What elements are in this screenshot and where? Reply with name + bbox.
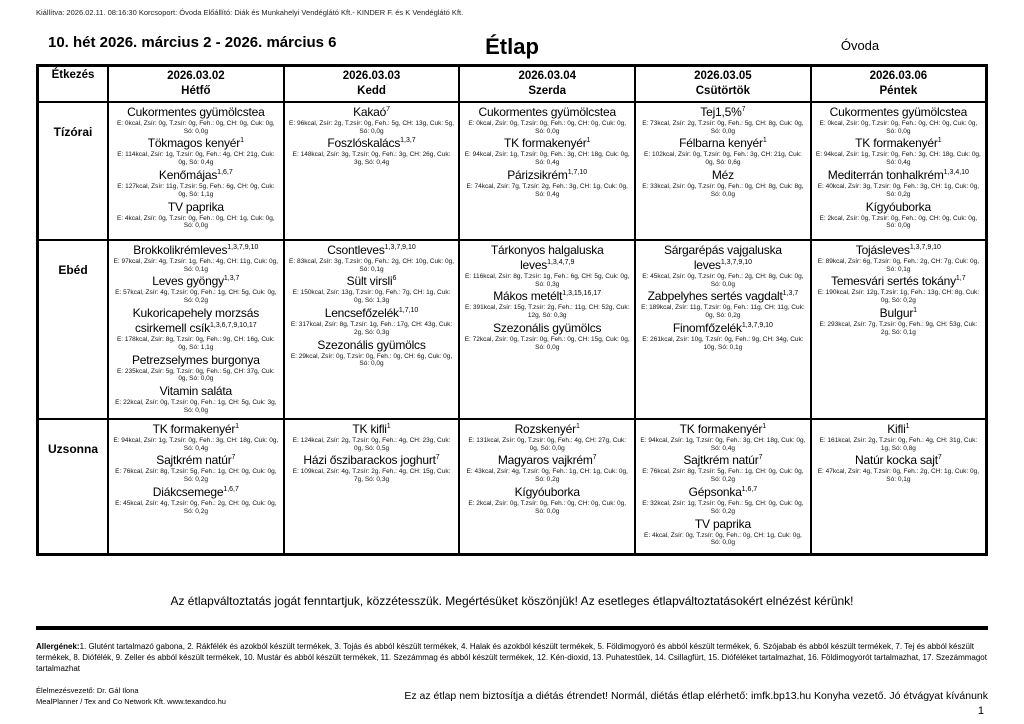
- menu-item-name: Csontleves$^{1,3,7,9,10}$: [327, 242, 416, 257]
- menu-item-nutrition: E: 89kcal, Zsír: 6g, T.zsír: 0g, Feh.: 2g, CH: 7g, Cuk: 0g, Só: 0,1g: [817, 257, 980, 273]
- menu-item: [112, 200, 280, 231]
- menu-item: [288, 105, 456, 136]
- menu-item-nutrition: E: 40kcal, Zsír: 3g, T.zsír: 0g, Feh.: 3g, CH: 1g, Cuk: 0g, Só: 0,2g: [817, 183, 980, 198]
- menu-item-name: Mediterrán tonhalkrém$^{1,3,4,10}$: [827, 168, 969, 183]
- menu-item-name: Sárgarépás vajgaluska leves$^{1,3,7,9,10}$: [663, 242, 782, 272]
- menu-item-name: Tárkonyos halgaluska leves$^{1,3,4,7,9}$: [490, 242, 604, 272]
- menu-item: [112, 243, 280, 274]
- menu-item-nutrition: E: 73kcal, Zsír: 2g, T.zsír: 0g, Feh.: 5g, CH: 8g, Cuk: 0g, Só: 0,0g: [642, 119, 804, 135]
- allergen-superscript: 7: [231, 454, 236, 462]
- table-header-row: [38, 66, 987, 102]
- menu-change-notice: Az étlapváltoztatás jogát fenntartjuk, közzétesszük. Megértésüket köszönjük! Az esetleges étlapváltoztatásokért elnézést kérünk!: [170, 594, 854, 608]
- menu-item-nutrition: E: 94kcal, Zsír: 1g, T.zsír: 0g, Feh.: 3g, CH: 18g, Cuk: 0g, Só: 0,4g: [113, 436, 279, 452]
- menu-item: [639, 453, 807, 484]
- column-day: Péntek: [879, 84, 918, 97]
- menu-item-nutrition: E: 32kcal, Zsír: 1g, T.zsír: 0g, Feh.: 5g, CH: 0g, Cuk: 0g, Só: 0,2g: [642, 500, 804, 515]
- menu-item-nutrition: E: 317kcal, Zsír: 8g, T.zsír: 1g, Feh.: 17g, CH: 43g, Cuk: 2g, Só: 0,3g: [290, 321, 453, 336]
- menu-item-name: Félbarna kenyér$^1$: [679, 136, 767, 151]
- menu-item: [639, 289, 807, 320]
- menu-item-nutrition: E: 33kcal, Zsír: 0g, T.zsír: 0g, Feh.: 0g, CH: 8g, Cuk: 8g, Só: 0,0g: [642, 183, 804, 198]
- menu-item-name: Foszlóskalács$^{1,3,7}$: [327, 136, 416, 151]
- allergen-superscript: 7: [937, 454, 942, 462]
- age-group-label: Óvoda: [840, 38, 880, 53]
- menu-item-name: Zabpelyhes sertés vagdalt$^{1,3,7}$: [647, 289, 799, 304]
- menu-item-name: TK kifli$^1$: [352, 421, 391, 436]
- menu-item-nutrition: E: 0kcal, Zsír: 0g, T.zsír: 0g, Feh.: 0g, CH: 0g, Cuk: 0g, Só: 0,0g: [468, 119, 627, 135]
- menu-item-nutrition: E: 178kcal, Zsír: 8g, T.zsír: 0g, Feh.: 9g, CH: 16g, Cuk: 0g, Só: 1,1g: [116, 336, 275, 351]
- menu-item-name: Kígyóuborka: [865, 199, 931, 214]
- menu-item-nutrition: E: 102kcal, Zsír: 0g, T.zsír: 0g, Feh.: 3g, CH: 21g, Cuk: 0g, Só: 0,6g: [644, 151, 802, 167]
- menu-item-name: Párizsikrém$^{1,7,10}$: [507, 168, 588, 183]
- allergen-superscript: 7: [741, 105, 746, 113]
- allergen-superscript: 1,7,10: [567, 169, 588, 177]
- diet-disclaimer: Ez az étlap nem biztosítja a diétás étrendet! Normál, diétás étlap elérhető: imfk.bp13.hu Konyha vezető. Jó étvágyat kívánunk: [404, 690, 988, 702]
- menu-item-name: Bulgur$^1$: [879, 306, 918, 321]
- menu-item-name: Cukormentes gyümölcstea: [829, 104, 968, 119]
- menu-item-name: Cukormentes gyümölcstea: [478, 104, 616, 119]
- menu-item-nutrition: E: 131kcal, Zsír: 0g, T.zsír: 0g, Feh.: 4g, CH: 27g, Cuk: 0g, Só: 0,0g: [468, 436, 627, 452]
- menu-item-name: Vitamin saláta: [159, 384, 233, 399]
- menu-item-name: TK formakenyér$^1$: [503, 136, 591, 151]
- menu-item-nutrition: E: 97kcal, Zsír: 4g, T.zsír: 1g, Feh.: 4g, CH: 11g, Cuk: 0g, Só: 0,1g: [113, 257, 279, 273]
- menu-cell: [108, 419, 284, 555]
- menu-item-name: Sajtkrém natúr$^7$: [683, 453, 763, 468]
- menu-item-nutrition: E: 293kcal, Zsír: 7g, T.zsír: 0g, Feh.: 9g, CH: 53g, Cuk: 2g, Só: 0,1g: [819, 321, 978, 336]
- allergen-superscript: 1,3,7: [223, 275, 240, 283]
- menu-item: [288, 136, 456, 167]
- allergen-superscript: 1: [240, 137, 244, 145]
- menu-item: [288, 243, 456, 274]
- menu-item-nutrition: E: 47kcal, Zsír: 4g, T.zsír: 0g, Feh.: 2g, CH: 1g, Cuk: 0g, Só: 0,1g: [817, 468, 980, 484]
- allergen-superscript: 1,3,7,9,10: [384, 243, 416, 251]
- column-date: 2026.03.03: [342, 70, 401, 82]
- menu-item-nutrition: E: 76kcal, Zsír: 8g, T.zsír: 5g, Feh.: 1g, CH: 0g, Cuk: 0g, Só: 0,2g: [642, 468, 804, 484]
- software-credit-line: MealPlanner / Tex and Co Network Kft. www.texandco.hu: [36, 696, 226, 706]
- menu-item: [639, 517, 807, 548]
- corner-header: Étkezés: [38, 66, 109, 102]
- menu-item: [112, 485, 280, 516]
- menu-item-nutrition: E: 45kcal, Zsír: 0g, T.zsír: 0g, Feh.: 2g, CH: 8g, Cuk: 0g, Só: 0,0g: [642, 272, 804, 288]
- allergen-superscript: 1: [937, 137, 942, 145]
- column-date: 2026.03.02: [167, 70, 225, 82]
- allergen-superscript: 1,7: [955, 275, 966, 283]
- meal-row-tizorai: [38, 102, 987, 240]
- menu-item-nutrition: E: 94kcal, Zsír: 1g, T.zsír: 0g, Feh.: 3g, CH: 18g, Cuk: 0g, Só: 0,4g: [640, 436, 806, 452]
- menu-item-name: Tojásleves$^{1,3,7,9,10}$: [855, 242, 941, 257]
- allergen-superscript: 1: [913, 307, 918, 315]
- menu-item: [288, 338, 456, 369]
- menu-item: [463, 321, 631, 352]
- menu-item: [639, 168, 807, 199]
- menu-item-name: Leves gyöngy$^{1,3,7}$: [152, 274, 240, 289]
- allergen-superscript: 1,3,7,9,10: [720, 258, 752, 266]
- allergen-superscript: 1,6,7: [223, 486, 239, 494]
- menu-item: [463, 422, 631, 453]
- menu-item-nutrition: E: 76kcal, Zsír: 8g, T.zsír: 5g, Feh.: 1g, CH: 0g, Cuk: 0g, Só: 0,2g: [115, 468, 277, 484]
- allergen-superscript: 1,6,7: [217, 169, 233, 177]
- menu-item-nutrition: E: 83kcal, Zsír: 3g, T.zsír: 0g, Feh.: 2g, CH: 10g, Cuk: 0g, Só: 0,1g: [289, 257, 455, 273]
- allergen-superscript: 1: [575, 422, 580, 430]
- column-header-thursday: [635, 66, 811, 102]
- food-manager-line: Élelmezésvezető: Dr. Gál Ilona: [36, 686, 139, 695]
- menu-item: [112, 353, 280, 384]
- menu-item-name: TK formakenyér$^1$: [855, 136, 942, 151]
- menu-item: [112, 453, 280, 484]
- allergens-list: [36, 642, 988, 674]
- allergen-superscript: 1,3,7: [400, 137, 416, 145]
- allergen-superscript: 1: [905, 422, 910, 430]
- menu-item: [639, 105, 807, 136]
- menu-item: [463, 168, 631, 199]
- menu-item-name: Szezonális gyümölcs: [493, 321, 602, 336]
- allergen-superscript: 7: [592, 454, 597, 462]
- menu-item-nutrition: E: 0kcal, Zsír: 0g, T.zsír: 0g, Feh.: 0g, CH: 0g, Cuk: 0g, Só: 0,0g: [819, 119, 978, 135]
- week-title: 10. hét 2026. március 2 - 2026. március 6: [48, 34, 337, 51]
- menu-item-name: TK formakenyér$^1$: [679, 421, 767, 436]
- menu-item-name: Kifli$^1$: [887, 421, 910, 436]
- menu-item-nutrition: E: 94kcal, Zsír: 1g, T.zsír: 0g, Feh.: 3g, CH: 18g, Cuk: 0g, Só: 0,4g: [464, 151, 630, 167]
- menu-item: [112, 105, 280, 136]
- menu-item-nutrition: E: 391kcal, Zsír: 15g, T.zsír: 2g, Feh.: 11g, CH: 52g, Cuk: 12g, Só: 0,3g: [464, 304, 630, 320]
- column-date: 2026.03.05: [694, 70, 752, 82]
- column-day: Kedd: [357, 84, 386, 97]
- allergen-superscript: 1,3,15,16,17: [562, 290, 602, 298]
- column-header-monday: [108, 66, 284, 102]
- menu-item: [815, 136, 982, 167]
- section-divider: [36, 626, 988, 630]
- menu-item-nutrition: E: 0kcal, Zsír: 0g, T.zsír: 0g, Feh.: 0g, CH: 0g, Cuk: 0g, Só: 0,0g: [116, 119, 275, 135]
- menu-item: [112, 306, 280, 352]
- menu-item-nutrition: E: 127kcal, Zsír: 11g, T.zsír: 5g, Feh.: 6g, CH: 0g, Cuk: 0g, Só: 1,1g: [117, 183, 275, 198]
- menu-item: [815, 306, 982, 337]
- menu-item-nutrition: E: 109kcal, Zsír: 4g, T.zsír: 2g, Feh.: 4g, CH: 15g, Cuk: 7g, Só: 0,3g: [292, 468, 451, 484]
- allergen-superscript: 7: [386, 105, 390, 113]
- menu-item: [815, 243, 982, 274]
- menu-cell: [459, 240, 635, 419]
- menu-item: [288, 274, 456, 305]
- menu-item: [288, 306, 456, 337]
- menu-item-name: Szezonális gyümölcs: [317, 337, 426, 352]
- menu-item-name: Lencsefőzelék$^{1,7,10}$: [324, 306, 419, 321]
- menu-item-nutrition: E: 96kcal, Zsír: 2g, T.zsír: 0g, Feh.: 5g, CH: 13g, Cuk: 5g, Só: 0,0g: [289, 119, 455, 135]
- menu-item-name: Magyaros vajkrém$^7$: [497, 453, 597, 468]
- menu-item: [639, 422, 807, 453]
- page-title: Étlap: [485, 34, 539, 59]
- menu-item-name: Diákcsemege$^{1,6,7}$: [152, 485, 239, 500]
- menu-item-name: TV paprika: [167, 199, 224, 214]
- allergen-superscript: 1,3,7,9,10: [909, 243, 941, 251]
- column-header-wednesday: [459, 66, 635, 102]
- menu-item: [639, 321, 807, 352]
- menu-item-name: Kígyóuborka: [514, 485, 580, 500]
- allergen-superscript: 1,3,7,9,10: [227, 243, 259, 251]
- menu-cell: [811, 240, 987, 419]
- menu-item: [463, 243, 631, 289]
- menu-item: [815, 422, 982, 453]
- meal-row-label: Uzsonna: [38, 419, 109, 555]
- menu-item-nutrition: E: 261kcal, Zsír: 10g, T.zsír: 0g, Feh.: 9g, CH: 34g, Cuk: 10g, Só: 0,1g: [642, 336, 804, 351]
- column-day: Szerda: [528, 84, 567, 97]
- menu-cell: [108, 240, 284, 419]
- allergen-superscript: 7: [435, 454, 440, 462]
- column-date: 2026.03.06: [869, 70, 928, 82]
- menu-item-name: Gépsonka$^{1,6,7}$: [688, 485, 758, 500]
- menu-item: [463, 105, 631, 136]
- menu-cell: [459, 102, 635, 240]
- menu-item-nutrition: E: 189kcal, Zsír: 11g, T.zsír: 0g, Feh.: 11g, CH: 11g, Cuk: 0g, Só: 0,2g: [641, 304, 805, 320]
- page-number: 1: [977, 705, 984, 717]
- menu-item-name: Kakaó$^7$: [353, 104, 390, 119]
- menu-item: [463, 453, 631, 484]
- menu-cell: [284, 240, 460, 419]
- meal-row-label: Tízórai: [38, 102, 109, 240]
- menu-item-nutrition: E: 116kcal, Zsír: 8g, T.zsír: 1g, Feh.: 6g, CH: 5g, Cuk: 0g, Só: 0,3g: [464, 272, 630, 288]
- menu-cell: [108, 102, 284, 240]
- menu-item-name: Cukormentes gyümölcstea: [127, 104, 265, 119]
- meal-row-label: Ebéd: [38, 240, 109, 419]
- menu-item: [112, 136, 280, 167]
- menu-item-nutrition: E: 2kcal, Zsír: 0g, T.zsír: 0g, Feh.: 0g, CH: 0g, Cuk: 0g, Só: 0,0g: [819, 214, 978, 230]
- menu-item-name: Tej1,5%$^7$: [700, 104, 746, 119]
- menu-item-nutrition: E: 2kcal, Zsír: 0g, T.zsír: 0g, Feh.: 0g, CH: 0g, Cuk: 0g, Só: 0,0g: [468, 500, 627, 515]
- allergen-superscript: 1: [235, 422, 240, 430]
- menu-item: [639, 485, 807, 516]
- menu-cell: [284, 419, 460, 555]
- footer-provider-info: [36, 686, 226, 708]
- menu-item-nutrition: E: 235kcal, Zsír: 5g, T.zsír: 0g, Feh.: 5g, CH: 37g, Cuk: 0g, Só: 0,0g: [116, 367, 275, 383]
- menu-item-name: Tökmagos kenyér$^1$: [147, 136, 244, 151]
- menu-item: [463, 289, 631, 320]
- menu-item-name: Natúr kocka sajt$^7$: [855, 453, 942, 468]
- menu-item-nutrition: E: 74kcal, Zsír: 7g, T.zsír: 2g, Feh.: 3g, CH: 1g, Cuk: 0g, Só: 0,4g: [466, 183, 628, 198]
- menu-item-nutrition: E: 4kcal, Zsír: 0g, T.zsír: 0g, Feh.: 0g, CH: 1g, Cuk: 0g, Só: 0,0g: [644, 531, 802, 547]
- menu-item-name: Finomfőzelék$^{1,3,7,9,10}$: [672, 321, 773, 336]
- column-day: Hétfő: [181, 84, 211, 97]
- menu-item-name: Mákos metélt$^{1,3,15,16,17}$: [493, 289, 602, 304]
- menu-item-name: TV paprika: [694, 516, 751, 531]
- column-day: Csütörtök: [695, 84, 751, 97]
- menu-cell: [635, 102, 811, 240]
- allergens-text: 1. Glutént tartalmazó gabona, 2. Rákfélék és azokból készült termékek, 3. Tojás és abból készült termékek, 4. Halak és azokból készült termékek, 5. Földimogyoró és abból készült termékek, 6. Szójabab és abból készült termékek, 7. Tej és abból készült termékek, 8. Diófélék, 9. Zeller és abból készült termékek, 10. Mustár és abból készült termékek, 11. Szezámmag és abból készült termékek, 12. Kén-dioxid, 13. Puhatestűek, 14. Csillagfürt, 15. Dióféléket tartalmazhat, 16. Földimogyorót tartalmazhat, 17. Szezámmagot tartalmazhat: [36, 642, 987, 673]
- menu-item-nutrition: E: 29kcal, Zsír: 0g, T.zsír: 0g, Feh.: 0g, CH: 6g, Cuk: 0g, Só: 0,0g: [290, 352, 453, 368]
- menu-item: [288, 453, 456, 484]
- menu-item-name: Rozskenyér$^1$: [514, 421, 580, 436]
- menu-item-nutrition: E: 57kcal, Zsír: 4g, T.zsír: 0g, Feh.: 1g, CH: 5g, Cuk: 0g, Só: 0,2g: [115, 289, 277, 305]
- menu-table: [36, 64, 988, 556]
- menu-item: [639, 243, 807, 289]
- menu-item-nutrition: E: 114kcal, Zsír: 1g, T.zsír: 0g, Feh.: 4g, CH: 21g, Cuk: 0g, Só: 0,4g: [117, 151, 275, 167]
- menu-item-nutrition: E: 4kcal, Zsír: 0g, T.zsír: 0g, Feh.: 0g, CH: 1g, Cuk: 0g, Só: 0,0g: [116, 214, 275, 230]
- allergens-label: Allergének:: [36, 642, 80, 651]
- menu-cell: [811, 102, 987, 240]
- menu-item-name: TK formakenyér$^1$: [152, 421, 240, 436]
- meal-row-uzsonna: [38, 419, 987, 555]
- allergen-superscript: 1,3,7,9,10: [741, 322, 773, 330]
- allergen-superscript: 1: [762, 137, 767, 145]
- menu-item: [112, 168, 280, 199]
- allergen-superscript: 6: [392, 275, 397, 283]
- menu-item-name: Temesvári sertés tokány$^{1,7}$: [831, 274, 966, 289]
- menu-item: [815, 105, 982, 136]
- menu-item-nutrition: E: 43kcal, Zsír: 4g, T.zsír: 0g, Feh.: 1g, CH: 1g, Cuk: 0g, Só: 0,2g: [466, 468, 628, 484]
- allergen-superscript: 1,3,6,7,9,10,17: [209, 322, 257, 330]
- menu-item: [815, 453, 982, 484]
- menu-cell: [284, 102, 460, 240]
- allergen-superscript: 7: [758, 454, 763, 462]
- allergen-superscript: 1: [762, 422, 767, 430]
- menu-item-nutrition: E: 94kcal, Zsír: 1g, T.zsír: 0g, Feh.: 3g, CH: 18g, Cuk: 0g, Só: 0,4g: [815, 151, 981, 167]
- allergen-superscript: 1,3,7: [782, 290, 799, 298]
- menu-cell: [635, 419, 811, 555]
- menu-item-nutrition: E: 150kcal, Zsír: 13g, T.zsír: 0g, Feh.: 7g, CH: 1g, Cuk: 0g, Só: 1,3g: [292, 289, 451, 305]
- menu-item: [112, 422, 280, 453]
- menu-item: [112, 384, 280, 415]
- menu-item-name: Méz: [711, 168, 734, 183]
- menu-item-name: Petrezselymes burgonya: [132, 352, 260, 367]
- menu-cell: [811, 419, 987, 555]
- menu-item-nutrition: E: 124kcal, Zsír: 2g, T.zsír: 0g, Feh.: 4g, CH: 23g, Cuk: 0g, Só: 0,5g: [292, 436, 451, 452]
- allergen-superscript: 1: [386, 422, 391, 430]
- meal-row-ebed: [38, 240, 987, 419]
- menu-item-name: Brokkolikrémleves$^{1,3,7,9,10}$: [133, 242, 259, 257]
- allergen-superscript: 1,3,4,10: [943, 169, 969, 177]
- menu-item-nutrition: E: 22kcal, Zsír: 0g, T.zsír: 0g, Feh.: 1g, CH: 5g, Cuk: 3g, Só: 0,0g: [115, 399, 277, 415]
- menu-item-name: Kukoricapehely morzsás csirkemell csík$^{1,3,6,7,9,10,17}$: [132, 306, 259, 336]
- menu-item-nutrition: E: 190kcal, Zsír: 12g, T.zsír: 1g, Feh.: 13g, CH: 8g, Cuk: 0g, Só: 0,2g: [817, 289, 980, 305]
- menu-item-nutrition: E: 148kcal, Zsír: 3g, T.zsír: 0g, Feh.: 3g, CH: 26g, Cuk: 3g, Só: 0,4g: [292, 151, 451, 167]
- menu-item-name: Sült virsli$^6$: [346, 274, 397, 289]
- menu-item: [288, 422, 456, 453]
- menu-item: [463, 485, 631, 516]
- allergen-superscript: 1,3,4,7,9: [547, 258, 575, 266]
- menu-item: [112, 274, 280, 305]
- menu-item-name: Házi őszibarackos joghurt$^7$: [303, 453, 440, 468]
- menu-item: [815, 168, 982, 199]
- menu-item-nutrition: E: 72kcal, Zsír: 0g, T.zsír: 0g, Feh.: 0g, CH: 15g, Cuk: 0g, Só: 0,0g: [464, 336, 630, 351]
- menu-item-nutrition: E: 161kcal, Zsír: 2g, T.zsír: 0g, Feh.: 4g, CH: 31g, Cuk: 1g, Só: 0,8g: [819, 436, 978, 452]
- column-date: 2026.03.04: [518, 70, 576, 82]
- column-header-tuesday: [284, 66, 460, 102]
- menu-item: [815, 274, 982, 305]
- column-header-friday: [811, 66, 987, 102]
- document-meta-line: Kiállítva: 2026.02.11. 08:16:30 Korcsoport: Óvoda Előállító: Diák és Munkahelyi Vendéglátó Kft.- KINDER F. és K Vendéglátó Kft.: [36, 8, 464, 17]
- menu-cell: [635, 240, 811, 419]
- allergen-superscript: 1,6,7: [741, 486, 758, 494]
- menu-item-name: Kenőmájas$^{1,6,7}$: [158, 168, 233, 183]
- menu-item-name: Sajtkrém natúr$^7$: [156, 453, 236, 468]
- menu-item: [815, 200, 982, 231]
- menu-item: [463, 136, 631, 167]
- menu-item: [639, 136, 807, 167]
- allergen-superscript: 1,7,10: [398, 307, 419, 315]
- menu-item-nutrition: E: 45kcal, Zsír: 4g, T.zsír: 0g, Feh.: 2g, CH: 0g, Cuk: 0g, Só: 0,2g: [115, 500, 277, 515]
- menu-cell: [459, 419, 635, 555]
- allergen-superscript: 1: [586, 137, 591, 145]
